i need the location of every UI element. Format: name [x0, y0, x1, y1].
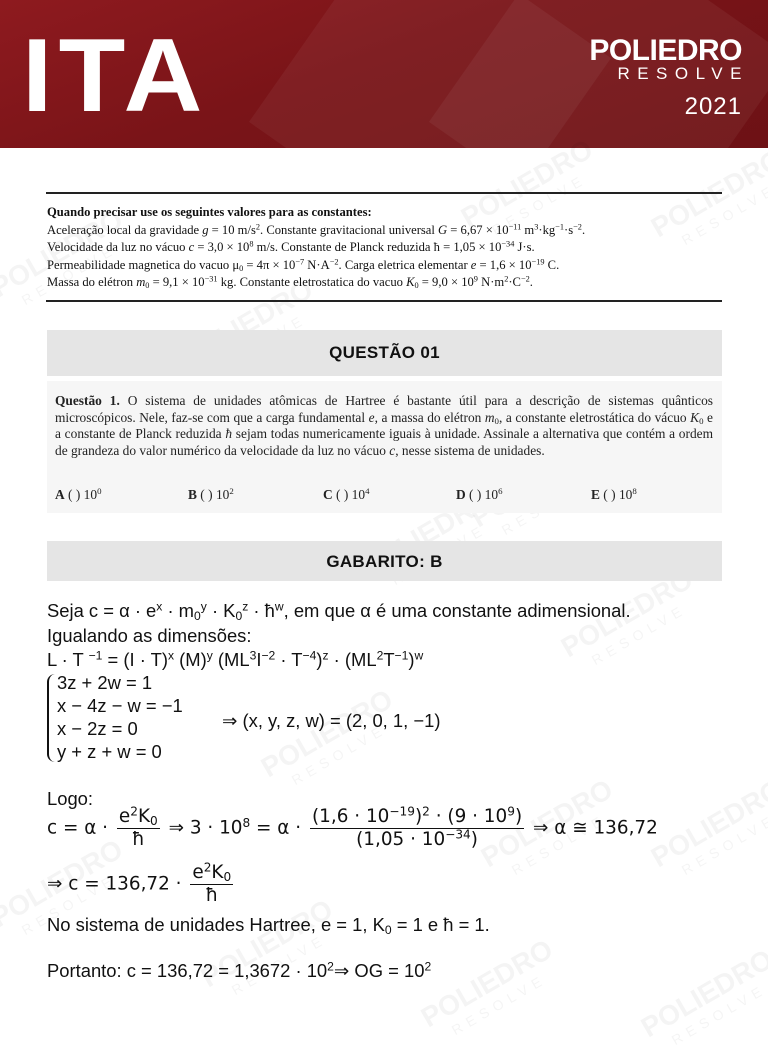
question-text: Questão 1. O sistema de unidades atômicas de Hartree é bastante útil para a descrição de sistemas quânticos microscópicos. Nele, faz-se com que a carga fundamental e, a massa do elétron $m_0$, a constante eletrostática do vácuo $K_0$ e a constante de Planck reduzida ħ sejam todas numericamente iguais à unidade. Assinale a alternativa que contém a ordem de grandeza do valor numérico da velocidade da luz no vácuo c, nesse sistema de unidades. — [55, 393, 713, 458]
option-a[interactable]: A ( ) $10^0$ — [55, 486, 102, 502]
watermark — [418, 937, 569, 1052]
fraction-numeric: $\frac{(1,6 \cdot 10^{-19})^2 \cdot (9 \cdot 10^9)}{(1,05 \cdot 10^{-34})}$ — [311, 804, 523, 850]
header-banner — [0, 0, 768, 148]
answer-title-bar: GABARITO: B — [47, 541, 722, 581]
conclusion: Portanto: $c = 136,72 = 1,3672 \cdot 10^2\Rightarrow$ OG = $10^2$ — [47, 959, 432, 981]
watermark — [648, 777, 768, 892]
exam-year: 2021 — [684, 93, 742, 120]
fraction-e2k0-hbar: $\frac{e^2K_0}{ħ}$ — [118, 804, 158, 850]
exam-title: ITA — [22, 18, 209, 134]
divider-top — [46, 192, 722, 194]
math-c-equation: ⇒ c = 136,72 · $\frac{e^2K_0}{ħ}$ — [47, 860, 232, 906]
math-alpha-equation: c = α · $\frac{e^2K_0}{ħ}$ ⇒ $3 \cdot 10^8 = \alpha$ · $\frac{(1,6 \cdot 10^{-19})^2 \cdot (9 \cdot 10^9)}{(1,05 \cdot 10^{-34})}$ ⇒ α ≅ 136,72 — [47, 804, 658, 850]
option-e[interactable]: E ( ) $10^8$ — [591, 486, 637, 502]
constants-block — [47, 204, 721, 292]
logo-label: Logo: — [47, 788, 94, 809]
watermark — [638, 947, 768, 1061]
system-equation-3: x − 2z = 0 — [57, 718, 138, 739]
system-equation-4: y + z + w = 0 — [57, 741, 162, 762]
divider-bottom — [46, 300, 722, 302]
solution-line-1: Seja $c = \alpha \cdot e^x \cdot m_0^y \cdot K_0^z$ · $ħ^w$, em que α é uma constante adimensional. — [47, 599, 631, 624]
brand-logo — [589, 34, 749, 122]
constants-line-2: Velocidade da luz no vácuo $c = 3,0 \times 10^8$ m/s. Constante de Planck reduzida ħ = $1,05 \times 10^{-34}$ J·s. — [47, 239, 535, 255]
watermark — [258, 687, 409, 802]
system-brace — [47, 674, 57, 762]
solution-line-3: L · T $^{-1} = (I \cdot T)^x$ $(M)^y$ $(ML^3I^{-2} \cdot T^{-4})^z \cdot (ML^2T^{-1})^w$ — [47, 648, 424, 670]
option-d[interactable]: D ( ) $10^6$ — [456, 486, 503, 502]
system-result: ⇒ (x, y, z, w) = (2, 0, 1, −1) — [222, 710, 441, 731]
hartree-statement: No sistema de unidades Hartree, e = 1, $K_0 = 1$ e ħ = 1. — [47, 914, 490, 938]
system-equation-2: x − 4z − w = −1 — [57, 695, 183, 716]
answer-options — [55, 487, 715, 507]
fraction-e2k0-hbar-2: $\frac{e^2K_0}{ħ}$ — [192, 860, 232, 906]
constants-line-4: Massa do elétron $m_0 = 9,1 \times 10^{-31}$ kg. Constante eletrostatica do vacuo $K_0 = 9,0 \times 10^9$ $N\cdot m^2\cdot C^{-2}$. — [47, 274, 533, 291]
constants-line-3: Permeabilidade magnetica do vacuo $\mu_0 = 4\pi \times 10^{-7}$ $N\cdot A^{-2}$. Carga eletrica elementar $e = 1,6 \times 10^{-19}$ C. — [47, 257, 560, 273]
option-b[interactable]: B ( ) $10^2$ — [188, 486, 234, 502]
brand-name: POLIEDRO — [589, 34, 742, 67]
question-title-bar: QUESTÃO 01 — [47, 330, 722, 376]
constants-lead: Quando precisar use os seguintes valores para as constantes: — [47, 205, 372, 219]
solution-line-2: Igualando as dimensões: — [47, 625, 252, 646]
watermark — [558, 567, 709, 682]
option-c[interactable]: C ( ) $10^4$ — [323, 486, 370, 502]
question-box — [47, 381, 722, 513]
brand-subtitle: RESOLVE — [617, 64, 749, 83]
system-equation-1: 3z + 2w = 1 — [57, 672, 153, 693]
constants-line-1: Aceleração local da gravidade g = 10 $m/s^2$. Constante gravitacional universal $G = 6,67 \times 10^{-11}$ $m^3\cdot kg^{-1}\cdot s^{-2}$. — [47, 222, 586, 237]
